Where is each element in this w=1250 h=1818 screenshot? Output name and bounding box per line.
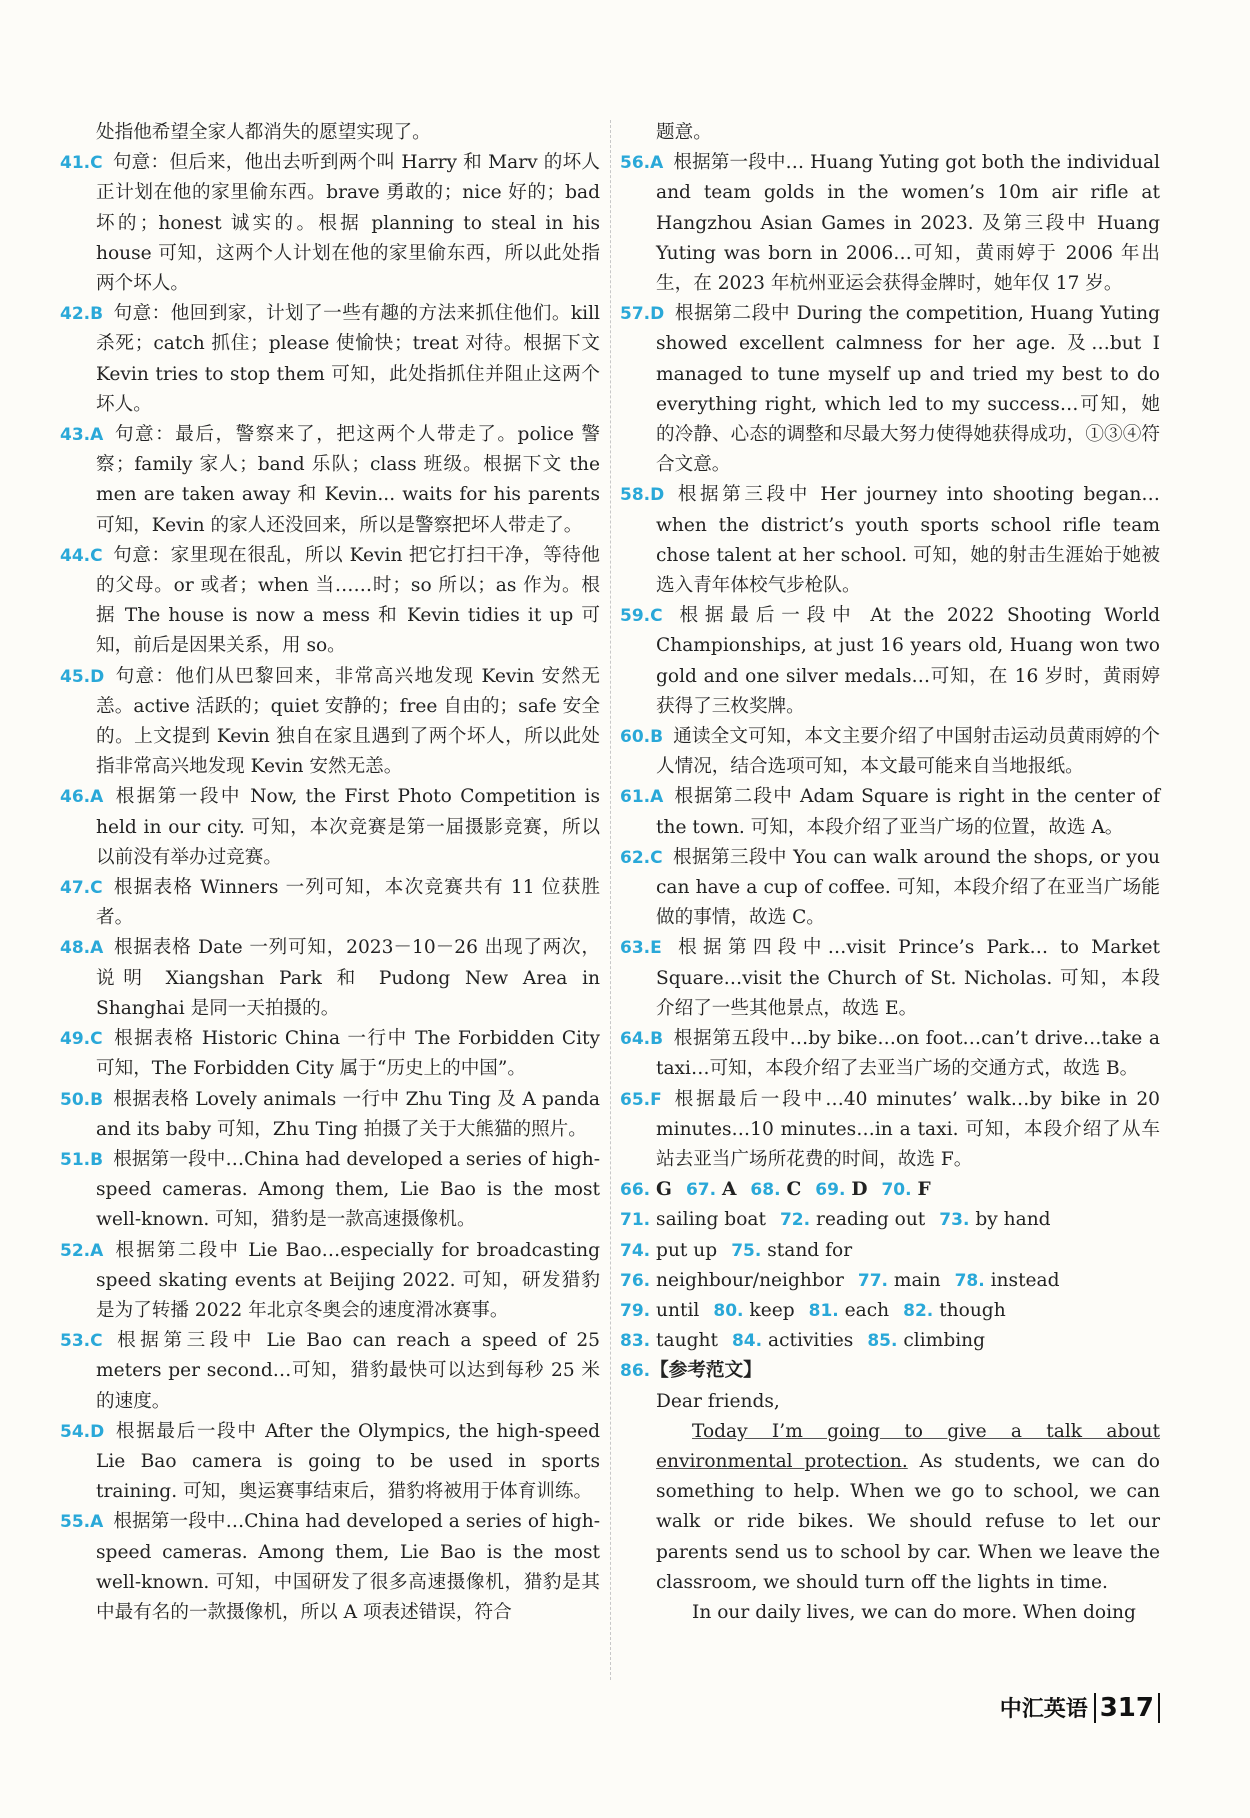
answer-value: activities [767,1330,854,1352]
explanation-text: 句意：家里现在很乱，所以 Kevin 把它打扫干净，等待他的父母。or 或者；when 当……时；so 所以；as 作为。根据 The house is now a mess 和 Kevin tidies it up 可知，前后是因果关系，用 so。 [96,544,600,657]
essay-heading-row [620,1356,1160,1386]
essay-paragraph: In our daily lives, we can do more. When doing [692,1601,1136,1623]
answer-item [60,873,600,933]
explanation-text: 根据表格 Winners 一列可知，本次竞赛共有 11 位获胜者。 [96,877,600,929]
question-number: 61. [620,787,651,808]
answer-letter: B [90,1149,104,1170]
essay-heading: 【参考范文】 [650,1360,762,1382]
short-answer [815,1179,867,1200]
answer-letter: A [90,1512,104,1533]
short-answer [858,1270,941,1291]
short-answer [620,1179,672,1200]
short-answer [750,1179,801,1200]
answer-value: C [786,1179,802,1201]
answer-item [60,299,600,420]
answer-letter: D [650,485,665,506]
answer-item [620,843,1160,934]
answer-letter: C [90,153,103,174]
question-number: 62. [620,847,651,868]
answer-letter: A [650,153,664,174]
question-number: 79. [620,1300,651,1321]
footer-label: 中汇英语 [999,1697,1088,1722]
explanation-text: 根据第二段中 Adam Square is right in the center of the town. 可知，本段介绍了亚当广场的位置，故选 A。 [656,786,1160,838]
question-number: 55. [60,1512,91,1533]
answer-value: put up [656,1239,718,1261]
sample-essay [620,1387,1160,1629]
short-answer [620,1330,718,1351]
short-answer-row [620,1205,1160,1235]
short-answer [620,1270,844,1291]
answer-letter: C [650,606,663,627]
answer-letter: C [90,1029,103,1050]
answer-item [620,1085,1160,1176]
answer-value: though [939,1299,1006,1321]
question-number: 77. [857,1270,888,1291]
explanation-text: 根据表格 Date 一列可知，2023－10－26 出现了两次，说明 Xiangshan Park 和 Pudong New Area in Shanghai 是同一天拍摄的。 [96,937,600,1019]
essay-paragraph [656,1417,1160,1598]
explanation-text: 根据最后一段中 After the Olympics, the high-speed Lie Bao camera is going to be used in sports training. 可知，奥运赛事结束后，猎豹将被用于体育训练。 [96,1420,600,1503]
left-column [60,118,600,1628]
short-answer [620,1300,699,1321]
page-number: 317 [1094,1693,1160,1723]
short-answer [620,1240,717,1261]
answer-item [60,1326,600,1417]
question-number: 63. [620,938,651,959]
explanation-text: 根据表格 Lovely animals 一行中 Zhu Ting 及 A panda and its baby 可知，Zhu Ting 拍摄了关于大熊猫的照片。 [96,1088,600,1140]
answer-item [60,1236,600,1327]
short-answer-row [620,1296,1160,1326]
answer-value: A [721,1179,737,1201]
answer-value: stand for [767,1239,853,1261]
essay-salutation: Dear friends, [656,1390,780,1412]
short-answer [732,1330,853,1351]
answer-item [60,420,600,541]
answer-letter: B [90,1089,104,1110]
question-number: 80. [713,1300,744,1321]
question-number: 74. [620,1240,651,1261]
question-number: 64. [620,1029,651,1050]
short-answer [955,1270,1060,1291]
question-number: 75. [731,1240,762,1261]
answer-letter: A [90,787,104,808]
explanation-text: 根据第二段中 Lie Bao…especially for broadcasting speed skating events at Beijing 2022. 可知，研发猎豹是为了转播 2022 年北京冬奥会的速度滑冰赛事。 [96,1239,600,1321]
short-answer [867,1330,985,1351]
short-answer-row [620,1326,1160,1356]
question-number: 85. [867,1331,898,1352]
answer-item [60,1417,600,1508]
answer-item [620,480,1160,601]
answer-value: instead [990,1269,1060,1291]
question-number: 50. [60,1089,91,1110]
answer-item [60,118,600,148]
question-number: 44. [60,545,91,566]
answer-value: neighbour/neighbor [656,1269,844,1291]
question-number: 41. [60,153,91,174]
question-number: 43. [60,425,91,446]
question-number: 57. [620,304,651,325]
explanation-text: 根据最后一段中 At the 2022 Shooting World Championships, at just 16 years old, Huang won two gold and one silver medals…可知，在 16 岁时，黄雨婷获得了三枚奖牌。 [656,605,1160,717]
question-number: 47. [60,878,91,899]
answer-letter: B [90,304,104,325]
question-number: 78. [954,1270,985,1291]
answer-letter: C [650,847,663,868]
explanation-text: 根据第一段中… Huang Yuting got both the individual and team golds in the women’s 10m air rifle at Hangzhou Asian Games in 2023. 及第三段中 Huang Yuting was born in 2006…可知，黄雨婷于 2006 年出生，在 2023 年杭州亚运会获得金牌时，她年仅 17 岁。 [656,152,1160,295]
question-number: 67. [685,1180,717,1201]
explanation-text: 根据第三段中 You can walk around the shops, or you can have a cup of coffee. 可知，本段介绍了在亚当广场能做的事情，故选 C。 [656,846,1160,929]
question-number: 82. [903,1300,934,1321]
explanation-text: 根据第二段中 During the competition, Huang Yuting showed excellent calmness for her age. 及…but I managed to tune myself up and tried my best to do everything right, which led to my success…可知，她的冷静、心态的调整和尽最大努力使得她获得成功，①③④符合文意。 [656,303,1160,476]
essay-underlined-sentence: Today I’m going to give a talk about environmental protection. [656,1420,1160,1472]
short-answer [903,1300,1006,1321]
answer-letter: C [90,545,103,566]
explanation-text: 根据第五段中…by bike…on foot…can’t drive…take a taxi…可知，本段介绍了去亚当广场的交通方式，故选 B。 [656,1028,1160,1080]
question-number: 81. [808,1300,839,1321]
question-number: 72. [779,1210,811,1231]
answer-letter: A [90,425,104,446]
answer-value: until [656,1299,700,1321]
answer-item [60,1085,600,1145]
answer-letter: E [650,938,662,959]
explanation-text: 处指他希望全家人都消失的愿望实现了。 [96,122,431,143]
essay-text: As students, we can do something to help. When we go to school, we can walk or ride bikes. We should refuse to let our parents send us to school by car. When we leave the classroom, we should turn off the lights in time. [656,1450,1161,1593]
explanation-text: 根据第三段中 Her journey into shooting began… when the district’s youth sports school rifle team chose talent at her school. 可知，她的射击生涯始于她被选入青年体校气步枪队。 [656,484,1160,597]
answer-letter: B [650,1029,664,1050]
explanation-text: 通读全文可知，本文主要介绍了中国射击运动员黄雨婷的个人情况，结合选项可知，本文最可能来自当地报纸。 [656,726,1160,778]
answer-item [60,782,600,873]
question-number: 56. [620,153,651,174]
answer-value: climbing [903,1330,986,1352]
answer-item [620,601,1160,722]
question-number: 58. [620,485,651,506]
answer-value: G [656,1179,672,1201]
answer-item [60,1145,600,1236]
question-number: 46. [60,787,91,808]
question-number: 65. [620,1089,651,1110]
short-answer [620,1209,766,1230]
question-number: 45. [60,666,91,687]
explanation-text: 句意：他们从巴黎回来，非常高兴地发现 Kevin 安然无恙。active 活跃的；quiet 安静的；free 自由的；safe 安全的。上文提到 Kevin 独自在家且遇到了两个坏人，所以此处指非常高兴地发现 Kevin 安然无恙。 [96,665,600,778]
answer-letter: D [90,1421,105,1442]
explanation-text: 根据第一段中 Now, the First Photo Competition is held in our city. 可知，本次竞赛是第一届摄影竞赛，所以以前没有举办过竞赛。 [96,786,600,868]
answer-value: reading out [816,1209,926,1231]
question-number: 54. [60,1421,91,1442]
question-number: 69. [815,1180,846,1201]
short-answer-row [620,1175,1160,1205]
short-answer-row [620,1266,1160,1296]
answer-item [620,933,1160,1024]
answer-letter: D [650,304,665,325]
answer-letter: D [90,666,105,687]
right-column [620,118,1160,1628]
answer-value: D [851,1179,868,1201]
answer-value: keep [749,1299,795,1321]
answer-item [620,118,1160,148]
question-number: 83. [620,1331,651,1352]
answer-value: F [917,1179,931,1201]
answer-item [620,782,1160,842]
question-number: 53. [60,1331,91,1352]
answer-item [60,541,600,662]
answer-value: main [893,1269,941,1291]
short-answer [809,1300,890,1321]
short-answer [881,1179,930,1200]
answer-item [60,1507,600,1628]
explanation-text: 句意：但后来，他出去听到两个叫 Harry 和 Marv 的坏人正计划在他的家里偷东西。brave 勇敢的；nice 好的；bad 坏的；honest 诚实的。根据 planning to steal in his house 可知，这两个人计划在他的家里偷东西，所以此处指两个坏人。 [96,152,600,295]
question-number: 60. [620,727,651,748]
explanation-text: 题意。 [656,122,712,143]
short-answer [780,1209,925,1230]
question-number: 84. [731,1331,763,1352]
question-number: 73. [939,1210,970,1231]
page-footer [1000,1692,1160,1723]
short-answer [686,1179,736,1200]
explanation-text: 根据第三段中 Lie Bao can reach a speed of 25 meters per second…可知，猎豹最快可以达到每秒 25 米的速度。 [96,1330,600,1412]
explanation-text: 根据第一段中…China had developed a series of high-speed cameras. Among them, Lie Bao is the most well-known. 可知，中国研发了很多高速摄像机，猎豹是其中最有名的一款摄像机，所以 A 项表述错误，符合 [96,1511,600,1623]
question-number: 71. [620,1210,651,1231]
explanation-text: 根据第四段中…visit Prince’s Park… to Market Square…visit the Church of St. Nicholas. 可知，本段介绍了一些其他景点，故选 E。 [656,937,1160,1019]
answer-value: by hand [975,1209,1051,1231]
question-number: 70. [881,1180,912,1201]
answer-item [620,299,1160,480]
answer-item [60,1024,600,1084]
explanation-text: 根据表格 Historic China 一行中 The Forbidden City 可知，The Forbidden City 属于“历史上的中国”。 [96,1028,600,1080]
explanation-text: 句意：最后，警察来了，把这两个人带走了。police 警察；family 家人；band 乐队；class 班级。根据下文 the men are taken away 和 Kevin... waits for his parents 可知，Kevin 的家人还没回来，所以是警察把坏人带走了。 [96,424,600,536]
answer-value: taught [656,1330,718,1352]
answer-item [620,722,1160,782]
explanation-text: 根据最后一段中…40 minutes’ walk…by bike in 20 minutes…10 minutes…in a taxi. 可知，本段介绍了从车站去亚当广场所花费的时间，故选 F。 [656,1088,1160,1170]
explanation-text: 根据第一段中…China had developed a series of high-speed cameras. Among them, Lie Bao is the most well-known. 可知，猎豹是一款高速摄像机。 [96,1148,600,1231]
question-number: 68. [750,1180,781,1201]
question-number: 49. [60,1029,91,1050]
question-number: 59. [620,606,651,627]
answer-item [60,662,600,783]
answer-letter: A [90,938,104,959]
answer-item [620,148,1160,299]
question-number: 42. [60,304,91,325]
answer-letter: F [650,1089,662,1110]
question-number: 48. [60,938,91,959]
answer-letter: A [650,787,664,808]
answer-letter: B [650,727,664,748]
answer-letter: C [90,1331,103,1352]
column-divider [610,120,611,1680]
answer-item [60,148,600,299]
question-number: 51. [60,1149,91,1170]
short-answer [939,1209,1050,1230]
question-number: 66. [620,1180,651,1201]
short-answer [713,1300,794,1321]
short-answer [731,1240,852,1261]
question-number: 76. [620,1270,651,1291]
short-answer-row [620,1236,1160,1266]
answer-letter: C [90,878,103,899]
explanation-text: 句意：他回到家，计划了一些有趣的方法来抓住他们。kill 杀死；catch 抓住；please 使愉快；treat 对待。根据下文 Kevin tries to stop them 可知，此处指抓住并阻止这两个坏人。 [96,303,600,415]
question-number: 52. [60,1240,91,1261]
question-number: 86. [620,1361,651,1382]
answer-item [60,933,600,1024]
answer-value: each [844,1299,890,1321]
answer-item [620,1024,1160,1084]
answer-letter: A [90,1240,104,1261]
answer-value: sailing boat [656,1209,766,1231]
